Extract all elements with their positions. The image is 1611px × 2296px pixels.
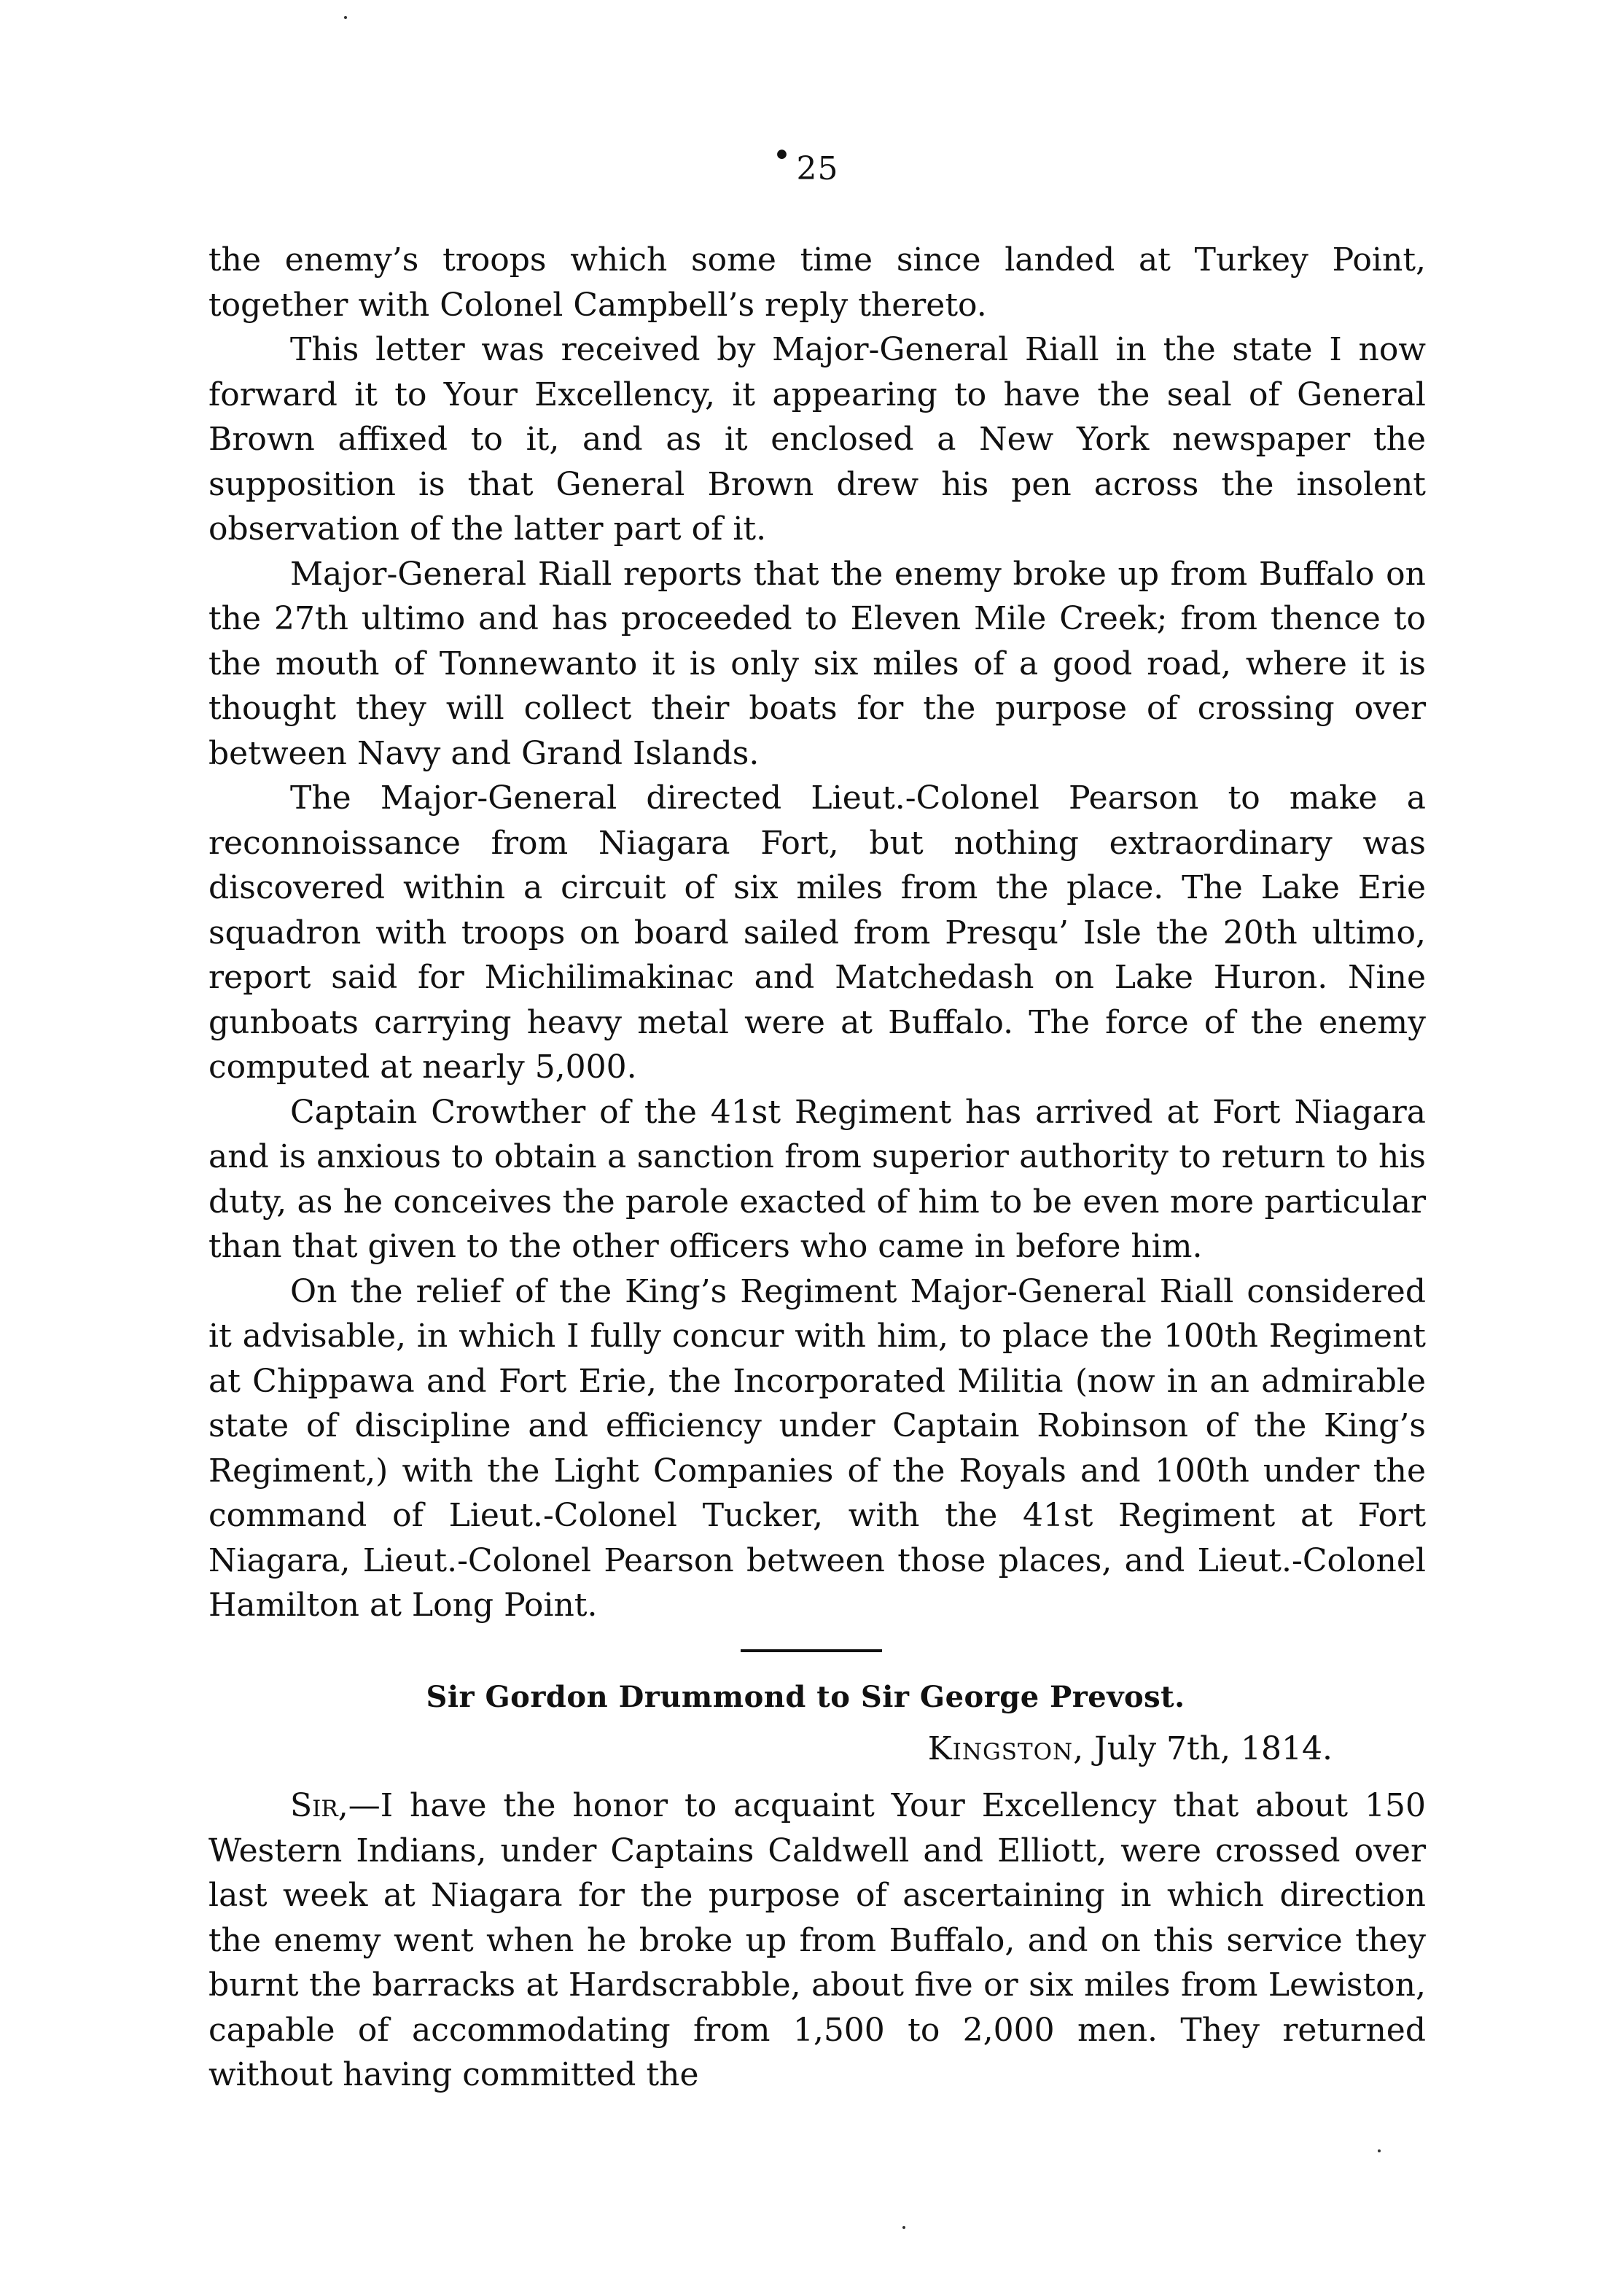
- page-number: [0, 137, 1611, 187]
- scan-speck-bottom-right: [1378, 2149, 1381, 2152]
- letter-opening-paragraph: [208, 1783, 1426, 2098]
- letter-salutation: Sir,: [290, 1787, 348, 1824]
- paragraph-enemy-movement: Major-General Riall reports that the enemy broke up from Buffalo on the 27th ultimo and has proceeded to Eleven Mile Creek; from thence to the mouth of Tonnewanto it is only six miles of a good road, where it is thought they will collect their boats for the purpose of crossing over between Navy and Grand Islands.: [208, 555, 1426, 772]
- scan-speck-top: [344, 16, 347, 19]
- section-divider: [741, 1649, 882, 1652]
- page-number-value: 25: [796, 150, 839, 187]
- paragraph-letter-received: This letter was received by Major-General Riall in the state I now forward it to Your Excellency, it appearing to have the seal of General Brown affixed to it, and as it enclosed a New York newspaper the supposition is that General Brown drew his pen across the insolent observation of the latter part of it.: [208, 331, 1426, 548]
- letter-dateline: [928, 1727, 1333, 1772]
- paragraph-continuation: the enemy’s troops which some time since landed at Turkey Point, together with Colonel Campbell’s reply thereto.: [208, 241, 1426, 324]
- letter-opening-text: —I have the honor to acquaint Your Excellency that about 150 Western Indians, under Captains Caldwell and Elliott, were crossed over last week at Niagara for the purpose of ascertaining in which direction the enemy went when he broke up from Buffalo, and on this service they burnt the barracks at Hardscrabble, about five or six miles from Lewiston, capable of accommodating from 1,500 to 2,000 men. They returned without having committed the: [208, 1787, 1426, 2093]
- paragraph-reconnoissance: The Major-General directed Lieut.-Colonel Pearson to make a reconnoissance from Niagara Fort, but nothing extraordinary was discovered within a circuit of six miles from the place. The Lake Erie squadron with troops on board sailed from Presqu’ Isle the 20th ultimo, report said for Michilimakinac and Matchedash on Lake Huron. Nine gunboats carrying heavy metal were at Buffalo. The force of the enemy computed at nearly 5,000.: [208, 779, 1426, 1086]
- scan-speck-bottom-left: [902, 2226, 905, 2229]
- letter-heading: Sir Gordon Drummond to Sir George Prevost.: [426, 1680, 1185, 1714]
- body-text: [208, 238, 1426, 1628]
- paragraph-captain-crowther: Captain Crowther of the 41st Regiment has arrived at Fort Niagara and is anxious to obtain a sanction from superior authority to return to his duty, as he conceives the parole exacted of him to be even more particular than that given to the other officers who came in before him.: [208, 1093, 1426, 1265]
- page-number-dot: •: [772, 137, 792, 174]
- letter-body: [208, 1783, 1426, 2098]
- paragraph-regiment-placement: On the relief of the King’s Regiment Major-General Riall considered it advisable, in which I fully concur with him, to place the 100th Regiment at Chippawa and Fort Erie, the Incorporated Militia (now in an admirable state of discipline and efficiency under Captain Robinson of the King’s Regiment,) with the Light Companies of the Royals and 100th under the command of Lieut.-Colonel Tucker, with the 41st Regiment at Fort Niagara, Lieut.-Colonel Pearson between those places, and Lieut.-Colonel Hamilton at Long Point.: [208, 1272, 1426, 1624]
- dateline-place: Kingston,: [927, 1730, 1085, 1767]
- dateline-date: July 7th, 1814.: [1094, 1730, 1333, 1767]
